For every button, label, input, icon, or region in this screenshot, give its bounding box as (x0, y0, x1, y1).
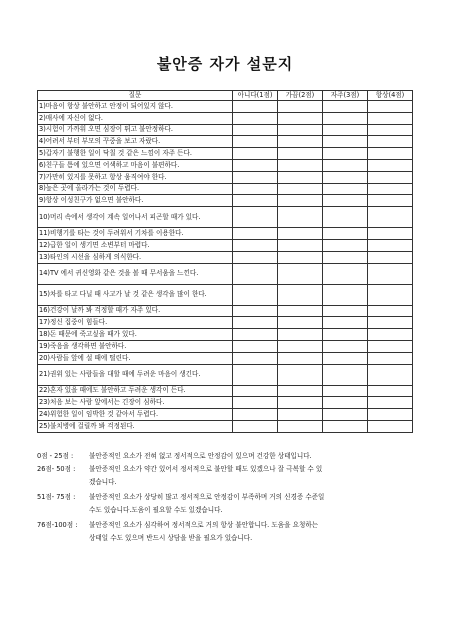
score-range-item (37, 491, 413, 517)
answer-cell[interactable] (278, 420, 323, 432)
question-text: 5)갑자기 불행한 일이 닥칠 것 같은 느낌이 자주 든다. (38, 148, 233, 160)
table-row (38, 284, 413, 305)
answer-cell[interactable] (368, 284, 413, 305)
answer-cell[interactable] (323, 317, 368, 329)
table-row (38, 183, 413, 195)
question-text: 2)매사에 자신이 없다. (38, 112, 233, 124)
answer-cell[interactable] (323, 329, 368, 341)
answer-cell[interactable] (278, 148, 323, 160)
answer-cell[interactable] (278, 207, 323, 228)
question-text: 16)건강이 날까 봐 걱정할 때가 자주 있다. (38, 305, 233, 317)
answer-cell[interactable] (368, 195, 413, 207)
question-text: 24)위험한 일이 임박한 것 같아서 두렵다. (38, 409, 233, 421)
answer-cell[interactable] (278, 251, 323, 263)
answer-cell[interactable] (323, 136, 368, 148)
score-description: 불안증적인 요소가 상당히 많고 정서적으로 안정감이 부족하며 거의 신경증 수준일 (89, 493, 325, 501)
answer-cell[interactable] (368, 239, 413, 251)
answer-cell[interactable] (233, 124, 278, 136)
answer-cell[interactable] (323, 284, 368, 305)
answer-cell[interactable] (323, 228, 368, 240)
answer-cell[interactable] (323, 263, 368, 284)
answer-cell[interactable] (278, 364, 323, 385)
table-row (38, 397, 413, 409)
answer-cell[interactable] (233, 136, 278, 148)
answer-cell[interactable] (233, 239, 278, 251)
score-description: 불안증적인 요소가 심각하여 정서적으로 거의 항상 불안합니다. 도움을 요청하는 (89, 521, 319, 529)
header-never: 아니다(1점) (233, 91, 278, 101)
answer-cell[interactable] (233, 317, 278, 329)
answer-cell[interactable] (323, 239, 368, 251)
answer-cell[interactable] (233, 195, 278, 207)
answer-cell[interactable] (233, 112, 278, 124)
answer-cell[interactable] (233, 409, 278, 421)
question-text: 20)사람들 앞에 설 때에 떨린다. (38, 352, 233, 364)
answer-cell[interactable] (233, 340, 278, 352)
table-row (38, 101, 413, 113)
answer-cell[interactable] (278, 352, 323, 364)
answer-cell[interactable] (278, 195, 323, 207)
answer-cell[interactable] (368, 124, 413, 136)
question-text: 6)친구들 틈에 있으면 어색하고 마음이 불편하다. (38, 159, 233, 171)
table-row (38, 352, 413, 364)
answer-cell[interactable] (278, 112, 323, 124)
table-row (38, 171, 413, 183)
question-text: 9)항상 이성친구가 없으면 불안하다. (38, 195, 233, 207)
table-row (38, 136, 413, 148)
header-question: 질문 (38, 91, 233, 101)
answer-cell[interactable] (323, 409, 368, 421)
table-row (38, 228, 413, 240)
header-always: 항상(4점) (368, 91, 413, 101)
answer-cell[interactable] (368, 148, 413, 160)
score-description: 불안증적인 요소가 약간 있어서 정서적으로 불안할 때도 있겠으나 잘 극복할 수 있 (89, 465, 323, 473)
answer-cell[interactable] (368, 409, 413, 421)
answer-cell[interactable] (278, 171, 323, 183)
question-text: 7)가만히 있지를 못하고 항상 움직여야 한다. (38, 171, 233, 183)
question-text: 19)죽음을 생각하면 불안하다. (38, 340, 233, 352)
answer-cell[interactable] (323, 112, 368, 124)
answer-cell[interactable] (278, 239, 323, 251)
answer-cell[interactable] (233, 159, 278, 171)
score-range-item (37, 463, 413, 489)
table-row (38, 305, 413, 317)
score-description-cont: 수도 있습니다.도움이 필요할 수도 있겠습니다. (89, 506, 223, 514)
score-description: 불안증적인 요소가 전혀 없고 정서적으로 안정감이 있으며 건강한 상태입니다. (89, 452, 312, 460)
answer-cell[interactable] (368, 352, 413, 364)
survey-table (37, 90, 413, 433)
answer-cell[interactable] (233, 101, 278, 113)
question-text: 23)처음 보는 사람 앞에서는 긴장이 심하다. (38, 397, 233, 409)
answer-cell[interactable] (278, 284, 323, 305)
answer-cell[interactable] (233, 329, 278, 341)
question-text: 14)TV 에서 귀신영화 같은 것을 볼 때 무서움을 느낀다. (38, 263, 233, 284)
answer-cell[interactable] (278, 136, 323, 148)
answer-cell[interactable] (323, 385, 368, 397)
answer-cell[interactable] (233, 228, 278, 240)
question-text: 17)정신 집중이 힘들다. (38, 317, 233, 329)
answer-cell[interactable] (233, 364, 278, 385)
table-row (38, 385, 413, 397)
question-text: 13)타인의 시선을 심하게 의식한다. (38, 251, 233, 263)
answer-cell[interactable] (278, 409, 323, 421)
answer-cell[interactable] (323, 171, 368, 183)
answer-cell[interactable] (323, 101, 368, 113)
answer-cell[interactable] (233, 171, 278, 183)
question-text: 22)혼자 있을 때에도 불안하고 두려운 생각이 든다. (38, 385, 233, 397)
answer-cell[interactable] (368, 159, 413, 171)
question-text: 8)높은 곳에 올라가는 것이 두렵다. (38, 183, 233, 195)
answer-cell[interactable] (278, 340, 323, 352)
answer-cell[interactable] (323, 397, 368, 409)
table-row (38, 420, 413, 432)
answer-cell[interactable] (233, 183, 278, 195)
answer-cell[interactable] (323, 352, 368, 364)
answer-cell[interactable] (368, 136, 413, 148)
question-text: 11)비행기를 타는 것이 두려워서 기차를 이용한다. (38, 228, 233, 240)
table-body (38, 101, 413, 433)
answer-cell[interactable] (233, 397, 278, 409)
answer-cell[interactable] (368, 171, 413, 183)
table-row (38, 207, 413, 228)
answer-cell[interactable] (368, 305, 413, 317)
score-range: 76점-100점 : (37, 521, 78, 529)
answer-cell[interactable] (233, 148, 278, 160)
answer-cell[interactable] (233, 284, 278, 305)
table-row (38, 409, 413, 421)
answer-cell[interactable] (323, 251, 368, 263)
header-often: 자주(3점) (323, 91, 368, 101)
answer-cell[interactable] (278, 397, 323, 409)
score-range: 51점- 75점 : (37, 493, 76, 501)
table-row (38, 317, 413, 329)
table-row (38, 251, 413, 263)
table-row (38, 340, 413, 352)
question-text: 3)시험이 가까워 오면 심장이 뛰고 불안정하다. (38, 124, 233, 136)
table-header-row (38, 91, 413, 101)
table-row (38, 112, 413, 124)
answer-cell[interactable] (368, 251, 413, 263)
table-row (38, 195, 413, 207)
answer-cell[interactable] (233, 352, 278, 364)
answer-cell[interactable] (368, 397, 413, 409)
answer-cell[interactable] (233, 385, 278, 397)
answer-cell[interactable] (368, 385, 413, 397)
answer-cell[interactable] (323, 124, 368, 136)
answer-cell[interactable] (323, 148, 368, 160)
answer-cell[interactable] (368, 101, 413, 113)
answer-cell[interactable] (368, 317, 413, 329)
answer-cell[interactable] (323, 340, 368, 352)
score-range-item (37, 450, 413, 463)
table-row (38, 329, 413, 341)
answer-cell[interactable] (368, 112, 413, 124)
table-row (38, 124, 413, 136)
score-range-item (37, 519, 413, 545)
answer-cell[interactable] (368, 329, 413, 341)
answer-cell[interactable] (323, 420, 368, 432)
score-range: 26점- 50점 : (37, 465, 76, 473)
answer-cell[interactable] (233, 251, 278, 263)
answer-cell[interactable] (278, 228, 323, 240)
answer-cell[interactable] (278, 159, 323, 171)
answer-cell[interactable] (323, 305, 368, 317)
answer-cell[interactable] (278, 305, 323, 317)
table-row (38, 263, 413, 284)
question-text: 1)마음이 항상 불안하고 안정이 되어있지 않다. (38, 101, 233, 113)
question-text: 18)돈 때문에 죽고싶을 때가 있다. (38, 329, 233, 341)
question-text: 10)머리 속에서 생각이 계속 일어나서 피곤할 때가 있다. (38, 207, 233, 228)
answer-cell[interactable] (323, 183, 368, 195)
answer-cell[interactable] (323, 159, 368, 171)
answer-cell[interactable] (368, 340, 413, 352)
header-sometimes: 가끔(2점) (278, 91, 323, 101)
score-description-cont: 상태일 수도 있으며 반드시 상담을 받을 필요가 있습니다. (89, 534, 253, 542)
question-text: 12)급한 일이 생기면 소변부터 마렵다. (38, 239, 233, 251)
answer-cell[interactable] (323, 195, 368, 207)
answer-cell[interactable] (323, 207, 368, 228)
page-title: 불안증 자가 설문지 (156, 55, 294, 73)
answer-cell[interactable] (278, 263, 323, 284)
answer-cell[interactable] (233, 420, 278, 432)
answer-cell[interactable] (278, 329, 323, 341)
question-text: 15)차를 타고 다닐 때 사고가 날 것 같은 생각을 많이 한다. (38, 284, 233, 305)
answer-cell[interactable] (368, 263, 413, 284)
answer-cell[interactable] (278, 385, 323, 397)
question-text: 4)어려서 부터 부모의 꾸중을 보고 자랐다. (38, 136, 233, 148)
answer-cell[interactable] (233, 207, 278, 228)
table-row (38, 148, 413, 160)
answer-cell[interactable] (368, 183, 413, 195)
answer-cell[interactable] (233, 305, 278, 317)
score-description-cont: 겠습니다. (89, 478, 117, 486)
answer-cell[interactable] (368, 364, 413, 385)
answer-cell[interactable] (278, 101, 323, 113)
answer-cell[interactable] (323, 364, 368, 385)
table-row (38, 239, 413, 251)
answer-cell[interactable] (278, 124, 323, 136)
answer-cell[interactable] (368, 207, 413, 228)
table-row (38, 159, 413, 171)
answer-cell[interactable] (233, 263, 278, 284)
answer-cell[interactable] (368, 420, 413, 432)
question-text: 21)권위 있는 사람들을 대할 때에 두려운 마음이 생긴다. (38, 364, 233, 385)
answer-cell[interactable] (278, 317, 323, 329)
answer-cell[interactable] (278, 183, 323, 195)
table-row (38, 364, 413, 385)
question-text: 25)불치병에 걸릴까 봐 걱정된다. (38, 420, 233, 432)
answer-cell[interactable] (368, 228, 413, 240)
score-range: 0점 - 25점 : (37, 452, 74, 460)
